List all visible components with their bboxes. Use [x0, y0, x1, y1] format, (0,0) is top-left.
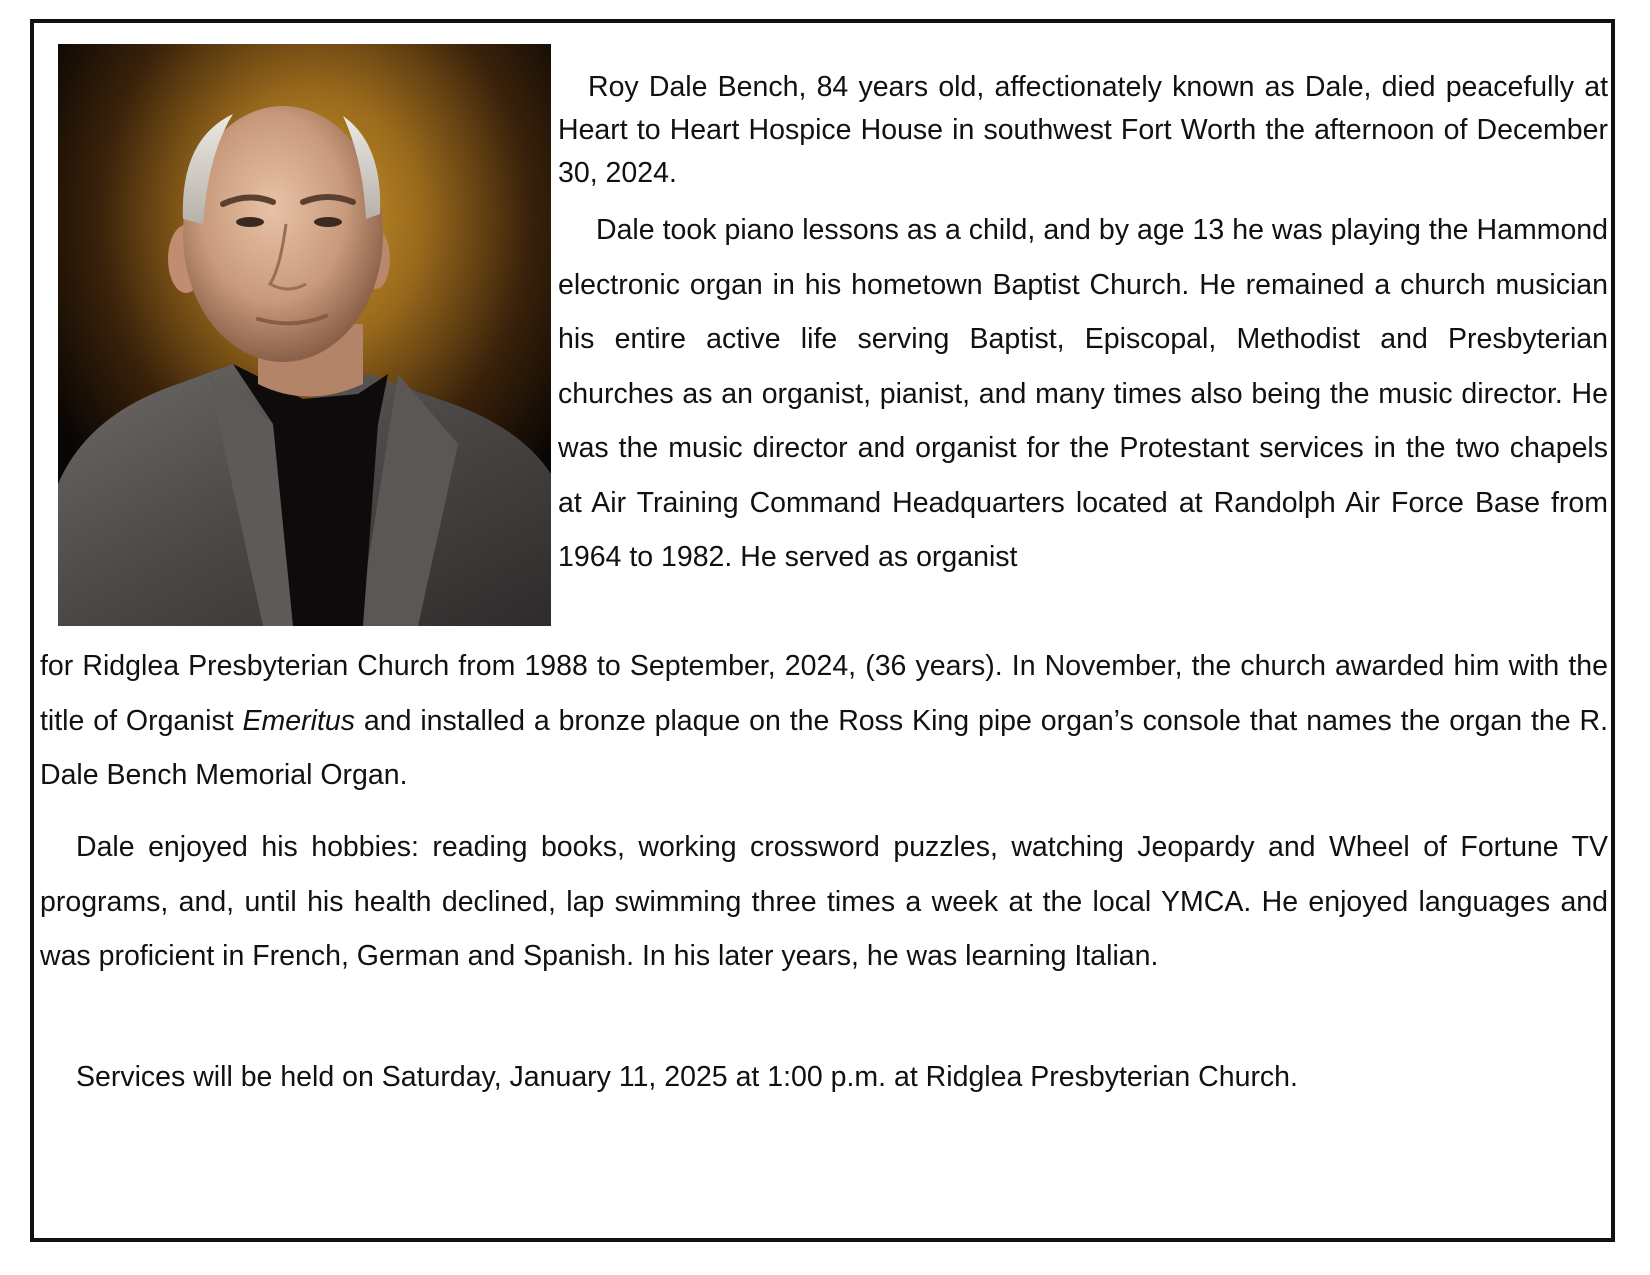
- obituary-paragraph-intro: [558, 66, 1608, 195]
- hobbies-text: Dale enjoyed his hobbies: reading books, working crossword puzzles, watching Jeopardy and Wheel of Fortune TV programs, and, until his health declined, lap swimming three times a week at the local YMCA. He enjoyed languages and was proficient in French, German and Spanish. In his later years, he was learning Italian.: [40, 831, 1608, 972]
- obituary-paragraph-music-career: [558, 203, 1608, 585]
- music-career-text-part-b-before: for Ridglea Presbyterian Church from 1988 to September, 2024, (36 years). In November, the church awarded him with the title of Organist: [40, 650, 1608, 737]
- music-career-text-part-a: Dale took piano lessons as a child, and by age 13 he was playing the Hammond electronic organ in his hometown Baptist Church. He remained a church musician his entire active life serving Baptist, Episcopal, Methodist and Presbyterian churches as an organist, pianist, and many times also being the music director. He was the music director and organist for the Protestant services in the two chapels at Air Training Command Headquarters located at Randolph Air Force Base from 1964 to 1982. He served as organist: [558, 214, 1608, 573]
- emeritus-emphasis: Emeritus: [242, 704, 355, 737]
- obituary-paragraph-services: [40, 1050, 1608, 1105]
- intro-text: Roy Dale Bench, 84 years old, affectionately known as Dale, died peacefully at Heart to Heart Hospice House in southwest Fort Worth the afternoon of December 30, 2024.: [558, 71, 1608, 189]
- portrait-image: [58, 44, 551, 626]
- obituary-paragraph-hobbies: [40, 820, 1608, 984]
- portrait-photo: [58, 44, 551, 626]
- music-career-text-part-b-after: and installed a bronze plaque on the Ross King pipe organ’s console that names the organ the R. Dale Bench Memorial Organ.: [40, 704, 1609, 791]
- obituary-paragraph-music-career-continued: [40, 639, 1608, 803]
- services-text: Services will be held on Saturday, January 11, 2025 at 1:00 p.m. at Ridglea Presbyterian Church.: [76, 1061, 1298, 1093]
